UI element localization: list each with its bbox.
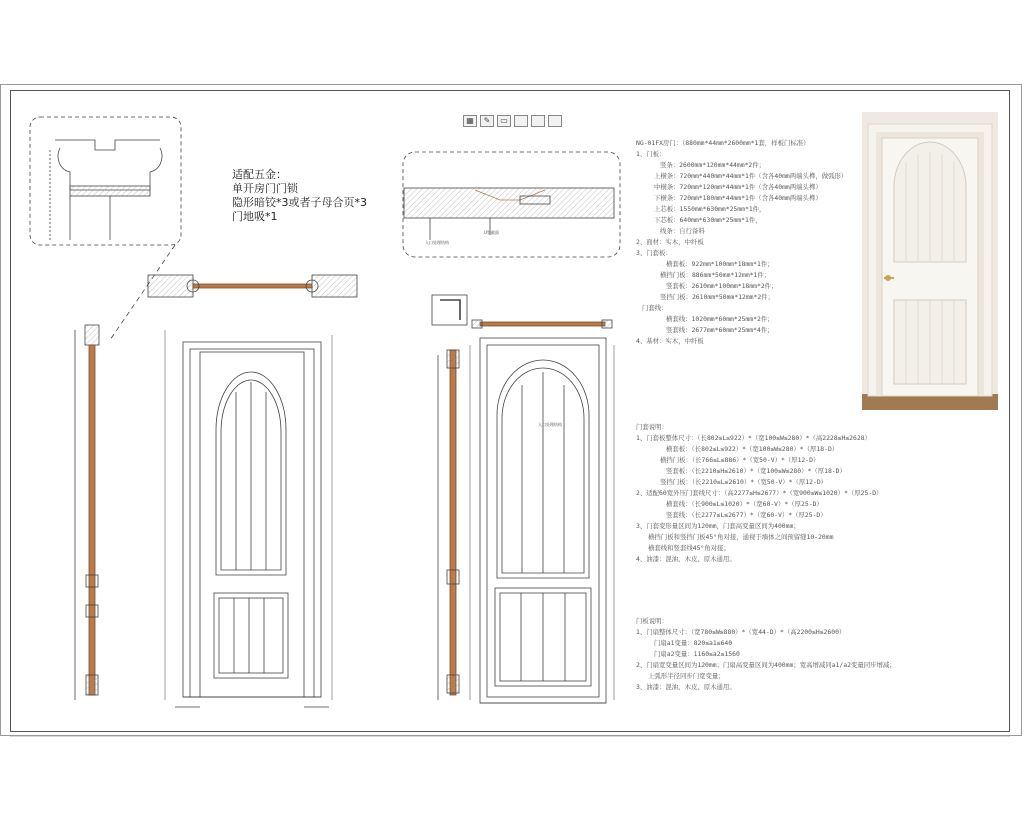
product-title: NG-01FX房门：（880mm*44mm*2600mm*1套，样板门标准） [636,139,810,147]
door-item: 门扇a2变量：1160≤a2≤1560 [654,650,740,658]
section-label-left: 入口处理结构 [425,240,449,245]
frame-title: 门套说明： [636,423,668,431]
spec-item: 横套线：1020mm*60mm*25mm*2件； [666,315,774,323]
door-item: 1、门扇整体尺寸：（宽780≤W≤880）*（宽44-D）*（高2200≤H≤2600） [636,628,846,636]
frame-item: 3、门套变形量区间为120mm，门套高变量区间为400mm； [636,522,800,530]
door-side-label: 入口处理结构 [538,422,562,427]
spec-item: 上横条：720mm*440mm*44mm*1件（含各40mm两端头榫，做弧形） [654,172,848,180]
frame-item: 1、门套板整体尺寸：（长802≤L≤922）*（宽100≤W≤280）*（高2228≤H≤2628） [636,434,871,442]
spec-item: 横挡门板：886mm*50mm*12mm*1件； [660,271,771,279]
frame-item: 横挡门板和竖挡门板45°角对接，通视于墙体之间预留缝10-20mm [648,533,834,541]
hardware-line: 门地吸*1 [232,210,278,223]
door-item: 门扇a1变量：820≤a1≤640 [654,639,733,647]
spec-item: 横套板：922mm*100mm*18mm*1件； [666,260,774,268]
spec-heading: 3、门套板： [636,249,672,257]
hardware-notes [232,168,367,224]
spec-heading: 4、基材：实木，中纤板 [636,337,704,345]
spec-item: 下横条：720mm*180mm*44mm*1件（含各40mm两端头榫） [654,194,822,202]
frame-item: 4、油漆：混油、木皮、原木通用。 [636,555,736,563]
frame-item: 竖挡门板：（长2210≤L≤2610）*（宽50-V）*（厚12-D） [660,478,828,486]
detail-callout-frame [30,117,181,245]
frame-item: 2、适配60宽外压门套线尺寸：（高2277≤H≤2677）*（宽900≤W≤1020）*（厚25-D） [636,489,883,497]
section-label-right: U型截面 [484,230,499,235]
spec-item: 线条：自行备料 [660,227,705,235]
frame-item: 竖套板：（长2210≤H≤2610）*（宽100≤W≤280）*（厚18-D） [666,467,846,475]
frame-item: 横挡门板：（长766≤L≤886）*（宽50-V）*（厚12-D） [660,456,820,464]
hardware-title: 适配五金： [232,168,287,181]
frame-item: 横套板：（长802≤L≤922）*（宽100≤W≤280）*（厚18-D） [666,445,839,453]
spec-item: 中横条：720mm*120mm*44mm*1件（含各40mm两端头榫） [654,183,822,191]
door-photo-illustration [862,112,998,410]
layer-icon[interactable]: ▦ [463,115,477,127]
door-item: 3、油漆：混油、木皮、原木通用。 [636,683,736,691]
spec-item: 上芯板：1550mm*630mm*25mm*1件， [654,205,766,213]
door-notes [636,616,896,693]
hardware-line: 单开房门门锁 [232,182,298,195]
door-photo [862,112,998,410]
frame-item: 竖套线：（长2277≤L≤2677）*（宽60-V）*（厚25-D） [666,511,827,519]
spec-item: 竖套板：2610mm*100mm*18mm*2件； [666,282,778,290]
spec-heading: 2、面材：实木，中纤板 [636,238,704,246]
door-item: 2、门扇宽变量区间为120mm；门扇高变量区间为400mm；宽高增减同a1/a2变量同步增减； [636,661,896,669]
pencil-icon[interactable]: ✎ [480,115,494,127]
spec-item: 竖条：2600mm*120mm*44mm*2件； [660,161,766,169]
spec-item: 竖套线：2677mm*60mm*25mm*4件； [666,326,774,334]
spec-heading: 1、门板： [636,150,666,158]
door-item: 上弧形半径同步门宽变量； [648,672,725,680]
spec-heading: 门套线： [642,304,668,312]
frame-notes [636,422,882,565]
spec-item: 下芯板：640mm*630mm*25mm*1件， [654,216,762,224]
frame-item: 横套线和竖套线45°角对接； [648,544,730,552]
hardware-line: 隐形暗铰*3或者子母合页*3 [232,196,367,209]
spec-item: 竖挡门板：2610mm*50mm*12mm*2件； [660,293,774,301]
frame-item: 横套线：（长900≤L≤1020）*（宽60-V）*（厚25-D） [666,500,823,508]
spec-block [636,138,847,347]
door-title: 门板说明： [636,617,668,625]
ruler-icon[interactable]: ▭ [497,115,511,127]
